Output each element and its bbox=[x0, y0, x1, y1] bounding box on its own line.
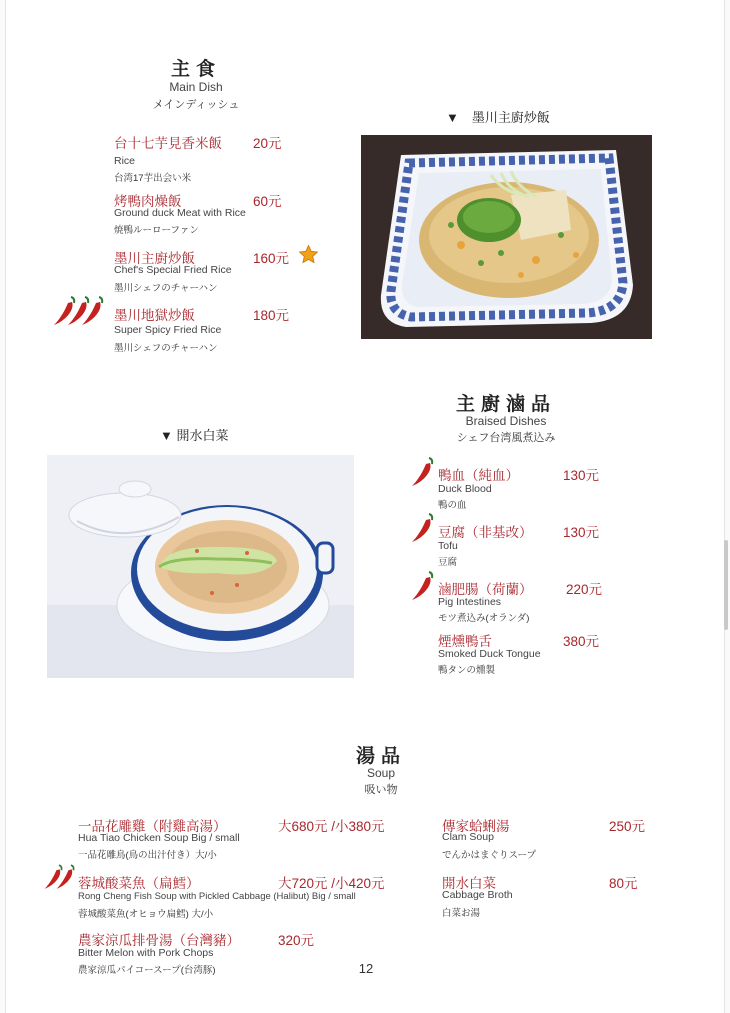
cabbage-broth-image bbox=[47, 455, 354, 678]
cabbage-broth-photo bbox=[47, 455, 354, 678]
dish-name-jp: 豆腐 bbox=[438, 557, 458, 568]
soup-name-en: Rong Cheng Fish Soup with Pickled Cabbage (Halibut) Big / small bbox=[78, 891, 356, 902]
soup-name-en: Cabbage Broth bbox=[442, 889, 513, 901]
dish-name-jp: 墨川シェフのチャーハン bbox=[114, 283, 218, 294]
soup-price: 80元 bbox=[609, 876, 638, 891]
main-dish-title-en: Main Dish bbox=[169, 80, 223, 94]
soup-title-en: Soup bbox=[366, 766, 396, 780]
dish-name-en: Duck Blood bbox=[438, 483, 492, 495]
dish-name-en: Rice bbox=[114, 155, 136, 167]
dish-name-en: Smoked Duck Tongue bbox=[438, 648, 541, 660]
dish-name-jp: 鴨の血 bbox=[438, 500, 467, 511]
soup-price: 320元 bbox=[278, 933, 315, 948]
dish-price: 220元 bbox=[566, 582, 603, 597]
page-number: 12 bbox=[358, 961, 374, 976]
fried-rice-photo bbox=[361, 135, 652, 339]
soup-name: 農家涼瓜排骨湯（台灣豬） bbox=[78, 933, 240, 948]
dish-name-jp: 鴨タンの燻製 bbox=[438, 665, 496, 676]
menu-page bbox=[5, 0, 725, 1013]
dish-name-jp: モツ煮込み(オランダ) bbox=[438, 613, 530, 624]
dish-name-jp: 焼鴨ルーローファン bbox=[114, 225, 199, 236]
dish-name: 台十七芋見香米飯 bbox=[114, 136, 222, 151]
dish-name-en: Chef's Special Fried Rice bbox=[114, 264, 232, 276]
dish-price: 60元 bbox=[253, 194, 282, 209]
dish-name-jp: 墨川シェフのチャーハン bbox=[114, 343, 218, 354]
dish-price: 130元 bbox=[563, 468, 600, 483]
dish-name-en: Ground duck Meat with Rice bbox=[114, 207, 246, 219]
dish-name-en: Tofu bbox=[438, 540, 458, 552]
soup-price: 250元 bbox=[609, 819, 646, 834]
soup-name: 一品花雕雞（附雞高湯） bbox=[78, 819, 227, 834]
soup-name: 蓉城酸菜魚（扁鱈） bbox=[78, 876, 200, 891]
soup-price: 大720元 /小420元 bbox=[278, 876, 385, 891]
dish-name-en: Pig Intestines bbox=[438, 596, 502, 608]
dish-name: 墨川地獄炒飯 bbox=[114, 308, 195, 323]
fried-rice-image bbox=[361, 135, 652, 339]
dish-name: 煙燻鴨舌 bbox=[438, 634, 492, 649]
soup-name-jp: 蓉城酸菜魚(オヒョウ扁鱈) 大/小 bbox=[78, 909, 214, 920]
main-dish-title-jp: メインディッシュ bbox=[152, 99, 240, 111]
dish-price: 160元 bbox=[253, 251, 290, 266]
soup-title: 湯品 bbox=[355, 745, 406, 767]
chili-pepper-icon bbox=[54, 862, 76, 892]
dish-price: 130元 bbox=[563, 525, 600, 540]
soup-name-jp: 一品花雕鳥(鳥の出汁付き）大/小 bbox=[78, 850, 217, 861]
braised-title: 主廚滷品 bbox=[455, 393, 556, 415]
soup-title-jp: 吸い物 bbox=[364, 784, 398, 796]
star-icon bbox=[298, 244, 319, 265]
photo-caption: ▼ 墨川主廚炒飯 bbox=[446, 110, 550, 125]
dish-name: 滷肥腸（荷蘭） bbox=[438, 582, 533, 597]
dish-price: 180元 bbox=[253, 308, 290, 323]
chili-pepper-icon bbox=[409, 569, 435, 603]
soup-price: 大680元 /小380元 bbox=[278, 819, 385, 834]
soup-name-jp: 白菜お湯 bbox=[442, 908, 481, 919]
soup-name-en: Bitter Melon with Pork Chops bbox=[78, 947, 214, 959]
dish-name: 烤鴨肉燥飯 bbox=[114, 194, 182, 209]
photo-caption: ▼ 開水白菜 bbox=[160, 428, 229, 443]
scrollbar[interactable] bbox=[724, 540, 728, 630]
dish-name: 鴨血（純血） bbox=[438, 468, 519, 483]
dish-name: 墨川主廚炒飯 bbox=[114, 251, 195, 266]
soup-name-jp: でんかはまぐりスープ bbox=[442, 850, 537, 861]
dish-name-en: Super Spicy Fried Rice bbox=[114, 324, 222, 336]
braised-title-en: Braised Dishes bbox=[465, 414, 547, 428]
soup-name: 開水白菜 bbox=[442, 876, 496, 891]
dish-name: 豆腐（非基改） bbox=[438, 525, 533, 540]
soup-name-en: Clam Soup bbox=[442, 831, 494, 843]
soup-name: 傳家蛤蜊湯 bbox=[442, 819, 510, 834]
chili-pepper-icon bbox=[409, 455, 435, 489]
main-dish-title: 主食 bbox=[170, 58, 221, 80]
braised-title-jp: シェフ台湾風煮込み bbox=[456, 432, 556, 444]
soup-name-jp: 農家涼瓜パイコースープ(台湾豚) bbox=[78, 965, 216, 976]
soup-name-en: Hua Tiao Chicken Soup Big / small bbox=[78, 832, 240, 844]
dish-name-jp: 台湾17芋出会い米 bbox=[114, 173, 192, 184]
chili-pepper-icon bbox=[409, 511, 435, 545]
dish-price: 380元 bbox=[563, 634, 600, 649]
chili-pepper-icon bbox=[79, 294, 105, 328]
dish-price: 20元 bbox=[253, 136, 282, 151]
